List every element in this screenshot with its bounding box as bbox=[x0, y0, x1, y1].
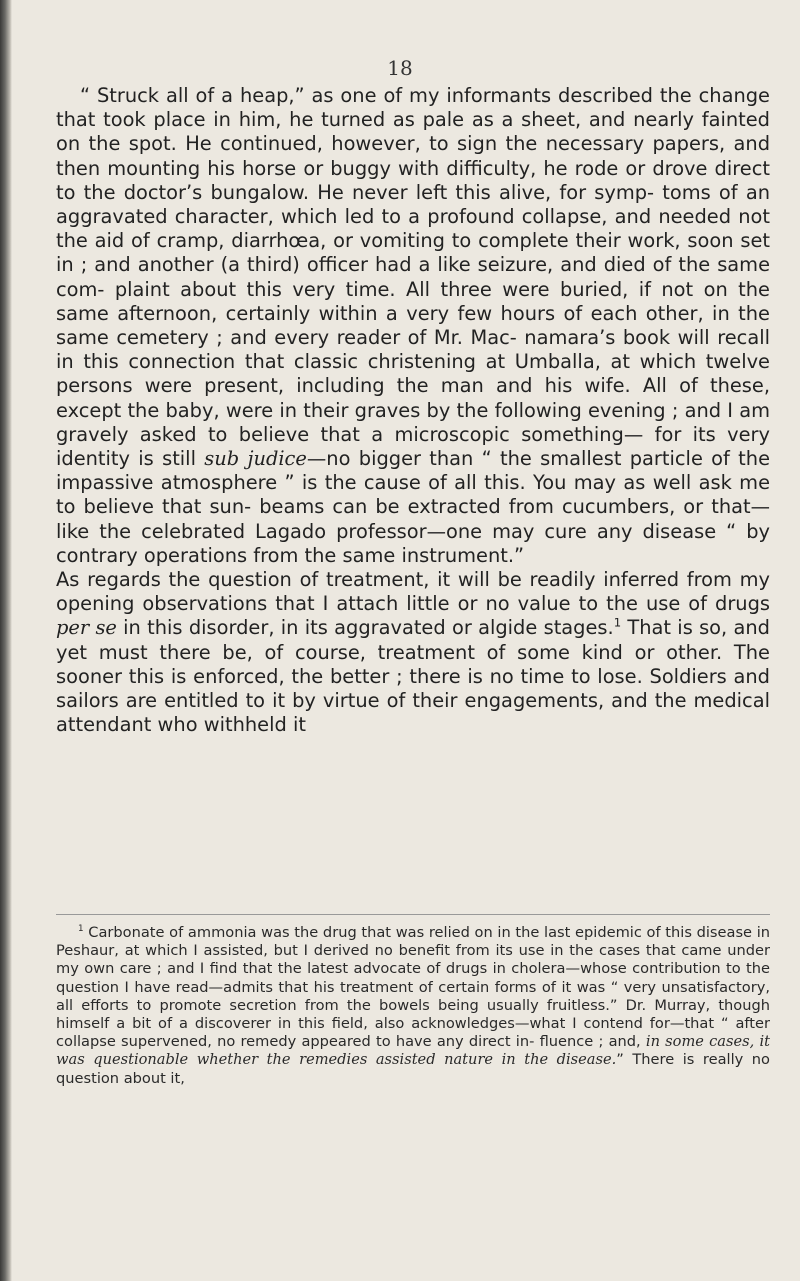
paragraph-1 bbox=[56, 84, 770, 568]
paragraph-1-text-b: —no bigger than “ the smallest particle of the impassive atmosphere ” is the cause of all this. You may as well ask me to believe that sun- beams can be extracted from cucumbers, or that—like the celebrated Lagado professor—one may cure any disease “ by contrary operations from the same instrument.” bbox=[56, 447, 771, 567]
footnote-1-text-a: Carbonate of ammonia was the drug that was relied on in the last epidemic of this disease in Peshaur, at which I assisted, but I derived no benefit from its use in the cases that came under my own care ; and I find that the latest advocate of drugs in cholera—whose contribution to the question I have read—admits that his treatment of certain forms of it was “ very unsatisfactory, all efforts to promote secretion from the bowels being usually fruitless.” Dr. Murray, though himself a bit of a discoverer in this field, also acknowledges—what I contend for—that “ after collapse supervened, no remedy appeared to have any direct in- fluence ; and, bbox=[56, 924, 771, 1051]
paragraph-1-text-a: “ Struck all of a heap,” as one of my informants described the change that took place in him, he turned as pale as a sheet, and nearly fainted on the spot. He continued, however, to sign the necessary papers, and then mounting his horse or buggy with difficulty, he rode or drove direct to the doctor’s bungalow. He never left this alive, for symp- toms of an aggravated character, which led to a profound collapse, and needed not the aid of cramp, diarrhœa, or vomiting to complete their work, soon set in ; and another (a third) officer had a like seizure, and died of the same com- plaint about this very time. All three were buried, if not on the same afternoon, certainly within a very few hours of each other, in the same cemetery ; and every reader of Mr. Mac- namara’s book will recall in this connection that classic christening at Umballa, at which twelve persons were present, including the man and his wife. All of these, except the baby, were in their graves by the following evening ; and I am gravely asked to believe that a microscopic something— for its very identity is still bbox=[56, 84, 770, 471]
paragraph-2-italic: per se bbox=[56, 616, 117, 640]
footnote-1-text-b: ” There is really no question about it, bbox=[56, 1051, 770, 1087]
paragraph-2-text-a: As regards the question of treatment, it will be readily inferred from my opening observations that I attach little or no value to the use of drugs bbox=[56, 568, 770, 616]
main-text bbox=[56, 84, 770, 737]
page-binding-edge bbox=[0, 0, 12, 1281]
paragraph-2 bbox=[56, 568, 770, 737]
footnote-1 bbox=[56, 924, 770, 1088]
paragraph-2-text-c: That is so, and yet must there be, of course, treatment of some kind or other. The sooner this is enforced, the better ; there is no time to lose. Soldiers and sailors are entitled to it by virtue of their engagements, and the medical attendant who withheld it bbox=[56, 616, 770, 737]
paragraph-2-text-b: in this disorder, in its aggravated or algide stages. bbox=[123, 616, 614, 640]
footnote-divider bbox=[56, 914, 770, 915]
footnotes bbox=[56, 924, 770, 1088]
page-number: 18 bbox=[387, 56, 413, 80]
footnote-1-italic: in some cases, it was questionable whether the remedies assisted nature in the disease. bbox=[56, 1033, 771, 1069]
footnote-reference[interactable]: 1 bbox=[613, 616, 622, 630]
footnote-marker: 1 bbox=[78, 924, 84, 935]
paragraph-1-italic: sub judice bbox=[204, 447, 307, 471]
